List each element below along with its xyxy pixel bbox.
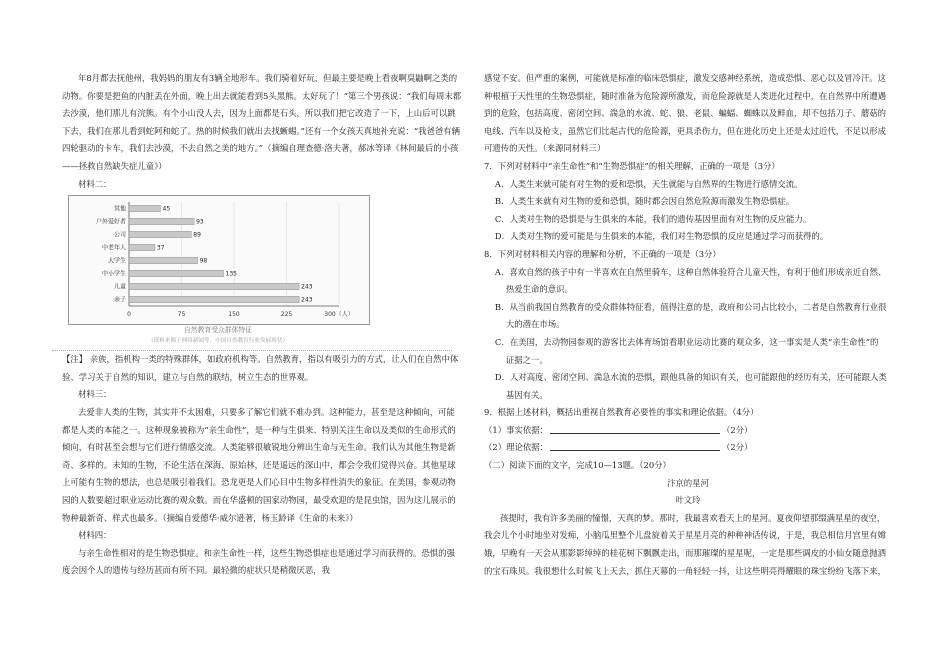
question-9-fact-blank[interactable] <box>550 423 720 434</box>
question-8-option-a-cont: 热爱生命的意识。 <box>505 284 573 295</box>
question-8: 8．下列对材料相关内容的理解和分析，不正确的一项是（3分） <box>484 248 721 259</box>
question-9-theory-label: （2）理论依据： <box>484 442 548 453</box>
question-9-theory-score: （2分） <box>721 442 753 453</box>
chart-value-label: 243 <box>301 283 313 291</box>
chart-bar <box>129 218 194 225</box>
chart-value-label: 98 <box>199 257 208 265</box>
question-7-option-c: C．人类对生物的恐惧是与生俱来的本能，我们的遗传基因里面有对生物的反应能力。 <box>494 213 812 224</box>
note-paragraph: 【注】 亲族，指机构一类的特殊群体，如政府机构等。自然教育，指以有吸引力的方式，让人们在自然中体验、学习关于自然的知识，建立与自然的联结，树立生态的世界观。 <box>62 354 459 382</box>
story-paragraph: 孩提时，我有许多美丽的憧憬，天真的梦。那时，我最喜欢看天上的星河。夏夜仰望那缀满星星的夜空，我会儿个小时地坐对发痴，小脑瓜里整个儿盘旋着关于星星月亮的种种神话传说，于是，我总相信月宫里有嫦娥，早晚有一天会从那影影绰绰的桂花树下飘飘走出，而那璀璨的星星呢，一定是那些调皮的小仙女随意抛洒的宝石珠贝。我很想什么时候飞上天去，抓住天幕的一角轻轻一抖，让这些明亮得耀眼的珠宝纷纷飞落下来， <box>484 512 886 576</box>
question-9: 9．根据上述材料，概括出重视自然教育必要性的事实和理论依据。（4分） <box>484 407 759 418</box>
section-two-heading: （二）阅读下面的文字，完成10—13题。（20分） <box>484 460 671 471</box>
chart-caption: 自然教育受众群体特征 <box>184 326 252 335</box>
material-two-label: 材料二： <box>77 178 112 189</box>
audience-bar-chart <box>68 195 370 325</box>
chart-value-label: 89 <box>193 231 201 239</box>
question-9-fact <box>484 422 892 440</box>
question-9-theory <box>484 439 892 457</box>
chart-category-label: 儿童 <box>113 283 126 291</box>
chart-bar <box>129 283 299 290</box>
chart-category-label: 亲子 <box>113 296 126 304</box>
story-author: 叶文玲 <box>675 495 701 506</box>
chart-bar <box>129 244 155 251</box>
chart-bar <box>129 205 161 212</box>
chart-value-label: 135 <box>225 270 237 278</box>
question-8-option-c: C．在美国，去动物园参观的游客比去体育场馆看职业运动比赛的观众多，这一事实是人类“亲生命性”的 <box>494 336 879 347</box>
right-column <box>484 70 892 580</box>
chart-value-label: 93 <box>196 218 204 226</box>
material-four-text: 与亲生命性相对的是生物恐惧症。和亲生命性一样，这些生物恐惧症也是通过学习而获得的。恐惧的强度会因个人的遗传与经历甚而有所不同。最轻微的症状只是稍微厌恶，我 <box>62 547 455 576</box>
question-9-fact-score: （2分） <box>721 424 753 435</box>
material-three-text: 去爱非人类的生物，其实并不太困难，只要多了解它们就不难办到。这种能力，甚至是这种倾向，可能都是人类的本能之一。这种现象被称为“亲生命性”，是一种与生俱来、特别关注生命以及类似的生命形式的倾向，有时甚至会想与它们进行情感交流。人类能够很敏锐地分辨出生命与无生命。我们认为其他生物是新奇、多样的。未知的生物，不论生活在深海、原始林，还是遥远的深山中，都会令我们觉得兴奋。其他星球上可能有生物的想法，也总是吸引着我们。恐龙更是人们心目中生物多样性消失的象征。在美国，参观动物园的人数要超过职业运动比赛的观众数。而在华盛顿的国家动物园，最受欢迎的是昆虫馆，因为这儿展示的物种最新奇、样式也最多。（摘编自爱德华·威尔逊著，杨玉龄译《生命的未来》） <box>62 406 456 523</box>
material-three-label: 材料三： <box>77 389 112 400</box>
question-8-option-d: D．人对高度、密闭空间、湍急水流的恐惧，跟他具备的知识有关，也可能跟他的经历有关，还可能跟人类 <box>494 372 887 383</box>
question-9-theory-blank[interactable] <box>550 440 720 451</box>
question-8-option-b-cont: 大的潜在市场。 <box>505 319 565 330</box>
question-8-option-a: A．喜欢自然的孩子中有一半喜欢在自然里骑车，这种自然体验符合儿童天性，有利于他们形成亲近自然、 <box>494 266 887 277</box>
chart-category-label: 大学生 <box>107 257 126 265</box>
chart-tick-label: 300（人） <box>324 311 354 319</box>
chart-category-label: 其他 <box>113 205 126 213</box>
left-column <box>62 70 462 580</box>
chart-category-label: 户外爱好者 <box>95 218 126 226</box>
question-8-option-d-cont: 基因有关。 <box>505 389 548 400</box>
chart-tick-label: 225 <box>280 311 293 319</box>
question-7-option-b: B．人类生来就有对生物的爱和恐惧，随时都会因自然危险源而激发生物恐惧症。 <box>494 196 795 207</box>
question-8-option-c-cont: 证据之一。 <box>505 354 548 365</box>
material-one-end: 年8月都去抚他州，我妈妈的朋友有3辆全地形车。我们骑着好玩，但最主要是晚上看夜啊臭鼬啊之类的动物。你要是把鱼的内脏丢在外面，晚上出去就能看到5头黑熊。太好玩了！”第三个男孩说：“我们每周末都去沙漠，他们那儿有浣熊。有个小山没人去，因为上面都是石头，所以我们把它改造了一下，上山后可以跳下去，我们在那儿看到蛇阿和蛇了。热的时候我们就出去找蜥蜴。”还有一个女孩天真地补充说：“我爸爸有辆四轮驱动的卡车，我们去沙漠，不去自然之美的地方。”（摘编自理查德·洛夫著，郝冰等译《林间最后的小孩——拯救自然缺失症儿童》） <box>62 73 462 171</box>
question-7-option-d: D．人类对生物的爱可能是与生俱来的本能，我们对生物恐惧的反应是通过学习而获得的。 <box>494 231 829 242</box>
chart-bar <box>129 257 198 264</box>
chart-tick-label: 0 <box>127 311 131 319</box>
chart-svg <box>69 196 369 324</box>
material-four-cont: 感觉不安。但严重的案例，可能就是标准的临床恐惧症，激发交感神经系统，造成恐惧、恶心以及冒冷汗。这种根植于天性里的生物恐惧症，随时准备为危险源所激发，而危险源就是人类进化过程中，在自然界中所遭遇到的危险，包括高度、密闭空间、湍急的水流、蛇、狼、老鼠、蝙蝠、蜘蛛以及鲜血，却不包括刀子、蘑菇的电线、汽车以及枪支，虽然它们比起古代的危险源，更具杀伤力，但在进化历史上还是太过近代，不足以形成可遗传的天性。（来源同材料三） <box>484 73 886 154</box>
chart-category-label: 中小学生 <box>101 270 126 278</box>
chart-tick-label: 150 <box>228 311 240 319</box>
chart-category-label: 中老年人 <box>101 244 126 252</box>
chart-bar <box>129 231 191 238</box>
question-8-option-b: B．从当前我国自然教育的受众群体特征看，值得注意的是，政府和公司占比较小，二者是自然教育行业很 <box>494 301 887 312</box>
story-title: 汴京的星河 <box>667 477 709 488</box>
question-9-fact-label: （1）事实依据： <box>484 424 548 435</box>
question-7-option-a: A．人类生来就可能有对生物的爱和恐惧，天生就能与自然界的生物进行感情交流。 <box>494 178 803 189</box>
chart-bar <box>129 270 224 277</box>
chart-source: （资料来源于网络新闻等，中国自然教育行业发展现状） <box>148 338 288 345</box>
question-7: 7．下列对材料中“亲生命性”和“生物恐惧症”的相关理解，正确的一项是（3分） <box>484 160 780 171</box>
chart-value-label: 243 <box>301 296 313 304</box>
chart-tick-label: 75 <box>177 311 186 319</box>
chart-value-label: 37 <box>156 244 165 252</box>
chart-bar <box>129 296 299 303</box>
chart-value-label: 45 <box>162 205 171 213</box>
chart-category-label: 公司 <box>113 231 126 239</box>
material-four-label: 材料四： <box>77 530 112 541</box>
